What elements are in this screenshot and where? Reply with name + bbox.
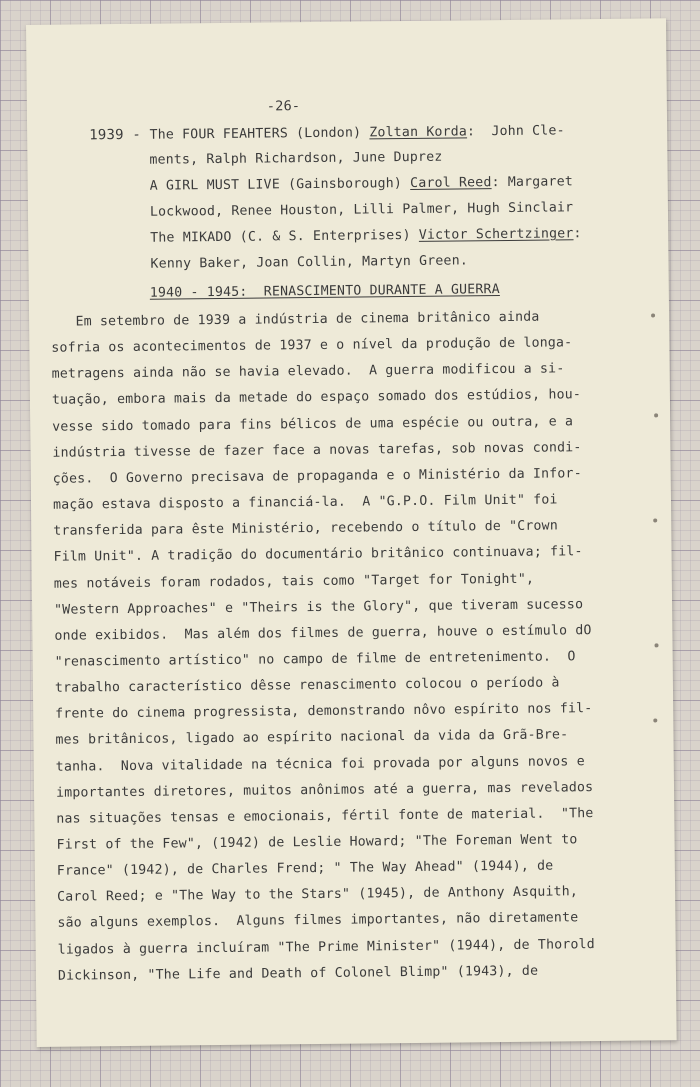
- body-line: [57, 832, 578, 853]
- body-line: [52, 414, 573, 435]
- body-line-text: ligados à guerra incluíram "The Prime Minister" (1944), de Thorold: [57, 937, 595, 958]
- body-line: [52, 440, 581, 462]
- body-line: [56, 780, 593, 802]
- page-number-text: -26-: [266, 98, 301, 115]
- body-line-text: France" (1942), de Charles Frend; " The Way Ahead" (1944), de: [56, 858, 554, 879]
- body-line: [53, 518, 558, 539]
- body-line-text: trabalho característico dêsse renascimento colocou o período à: [54, 675, 560, 696]
- body-line: [52, 387, 581, 409]
- body-line-text: mes britânicos, ligado ao espírito nacional da vida da Grã-Bre-: [55, 727, 569, 748]
- punch-mark: [651, 313, 655, 317]
- body-line: [52, 361, 565, 382]
- film-year: 1939 -: [89, 126, 150, 144]
- body-line: [56, 754, 585, 776]
- film-title: The MIKADO (C. & S. Enterprises): [150, 227, 419, 246]
- body-line-text: metragens ainda não se havia elevado. A guerra modificou a si-: [51, 361, 565, 382]
- section-heading: [150, 282, 500, 302]
- body-line-text: Dickinson, "The Life and Death of Colonel Blimp" (1943), de: [57, 963, 539, 984]
- body-line: [54, 623, 591, 645]
- body-line: [57, 910, 578, 931]
- film-cast: : John Cle-: [466, 123, 565, 140]
- body-line-text: Film Unit". A tradição do documentário britânico continuava; fil-: [53, 544, 583, 565]
- film-cast: :: [573, 226, 582, 242]
- page-text: [26, 18, 666, 984]
- body-line: [55, 675, 560, 696]
- body-line: [54, 597, 583, 619]
- punch-mark: [653, 518, 657, 522]
- body-line: [55, 701, 592, 723]
- punch-mark: [654, 413, 658, 417]
- body-line: [56, 806, 593, 828]
- body-line-text: vesse sido tomado para fins bélicos de uma espécie ou outra, e a: [52, 414, 574, 435]
- film-cast: ments, Ralph Richardson, June Duprez: [149, 149, 443, 168]
- film-entry: [150, 226, 582, 247]
- film-cast: : Margaret: [491, 174, 574, 191]
- body-line: [58, 937, 595, 959]
- body-line: [53, 492, 558, 513]
- body-line: [57, 859, 554, 880]
- page-number: [267, 98, 300, 115]
- body-line-text: mes notáveis foram rodados, tais como "Target for Tonight",: [53, 571, 535, 592]
- body-line: [58, 964, 538, 985]
- film-director: Zoltan Korda: [369, 124, 468, 141]
- body-line: [51, 335, 572, 356]
- film-entry-continued: [149, 150, 442, 169]
- film-entry-continued: [150, 200, 573, 220]
- body-line-text: ções. O Governo precisava de propaganda e o Ministério da Infor-: [52, 466, 582, 487]
- film-title: The FOUR FEAHTERS (London): [149, 125, 370, 143]
- body-line: [55, 727, 568, 748]
- film-title: A GIRL MUST LIVE (Gainsborough): [149, 175, 411, 194]
- punch-mark: [653, 718, 657, 722]
- body-line-text: Carol Reed; e "The Way to the Stars" (1945), de Anthony Asquith,: [57, 884, 579, 905]
- body-line: [51, 310, 540, 331]
- body-line-text: tanha. Nova vitalidade na técnica foi provada por alguns novos e: [55, 754, 585, 775]
- body-line: [53, 544, 582, 566]
- film-director: Victor Schertzinger: [418, 226, 574, 243]
- film-entry: [150, 174, 573, 194]
- body-line-text: indústria tivesse de fazer face a novas tarefas, sob novas condi-: [52, 440, 582, 461]
- body-line-text: importantes diretores, muitos anônimos até a guerra, mas revelados: [55, 780, 594, 801]
- typewritten-page: [26, 18, 677, 1047]
- body-line-text: nas situações tensas e emocionais, fértil fonte de material. "The: [56, 806, 594, 827]
- body-line-text: transferida para êste Ministério, recebendo o título de "Crown: [53, 518, 559, 539]
- film-cast: Kenny Baker, Joan Collin, Martyn Green.: [150, 253, 469, 272]
- body-line: [54, 572, 534, 593]
- body-line-text: Em setembro de 1939 a indústria de cinema britânico ainda: [51, 309, 540, 330]
- body-line-text: "Western Approaches" e "Theirs is the Glory", que tiveram sucesso: [54, 597, 584, 618]
- body-line: [55, 649, 576, 670]
- body-line: [57, 884, 578, 905]
- body-line-text: mação estava disposto a financiá-la. A "G.P.O. Film Unit" foi: [52, 492, 558, 513]
- section-heading-text: 1940 - 1945: RENASCIMENTO DURANTE A GUERRA: [149, 282, 500, 301]
- body-line-text: frente do cinema progressista, demonstrando nôvo espírito nos fil-: [55, 701, 593, 722]
- body-line-text: First of the Few", (1942) de Leslie Howard; "The Foreman Went to: [56, 832, 578, 853]
- body-line-text: tuação, embora mais da metade do espaço somado dos estúdios, hou-: [51, 387, 582, 408]
- film-entry: [89, 122, 565, 144]
- body-line: [53, 466, 582, 488]
- film-cast: Lockwood, Renee Houston, Lilli Palmer, Hugh Sinclair: [149, 200, 574, 220]
- body-line-text: sofria os acontecimentos de 1937 e o nível da produção de longa-: [51, 335, 573, 356]
- body-line-text: onde exibidos. Mas além dos filmes de guerra, houve o estímulo dO: [54, 623, 592, 644]
- film-director: Carol Reed: [410, 175, 492, 191]
- punch-mark: [655, 643, 659, 647]
- film-entry-continued: [150, 253, 468, 272]
- body-line-text: "renascimento artístico" no campo de filme de entretenimento. O: [54, 649, 576, 670]
- body-line-text: são alguns exemplos. Alguns filmes importantes, não diretamente: [57, 910, 579, 931]
